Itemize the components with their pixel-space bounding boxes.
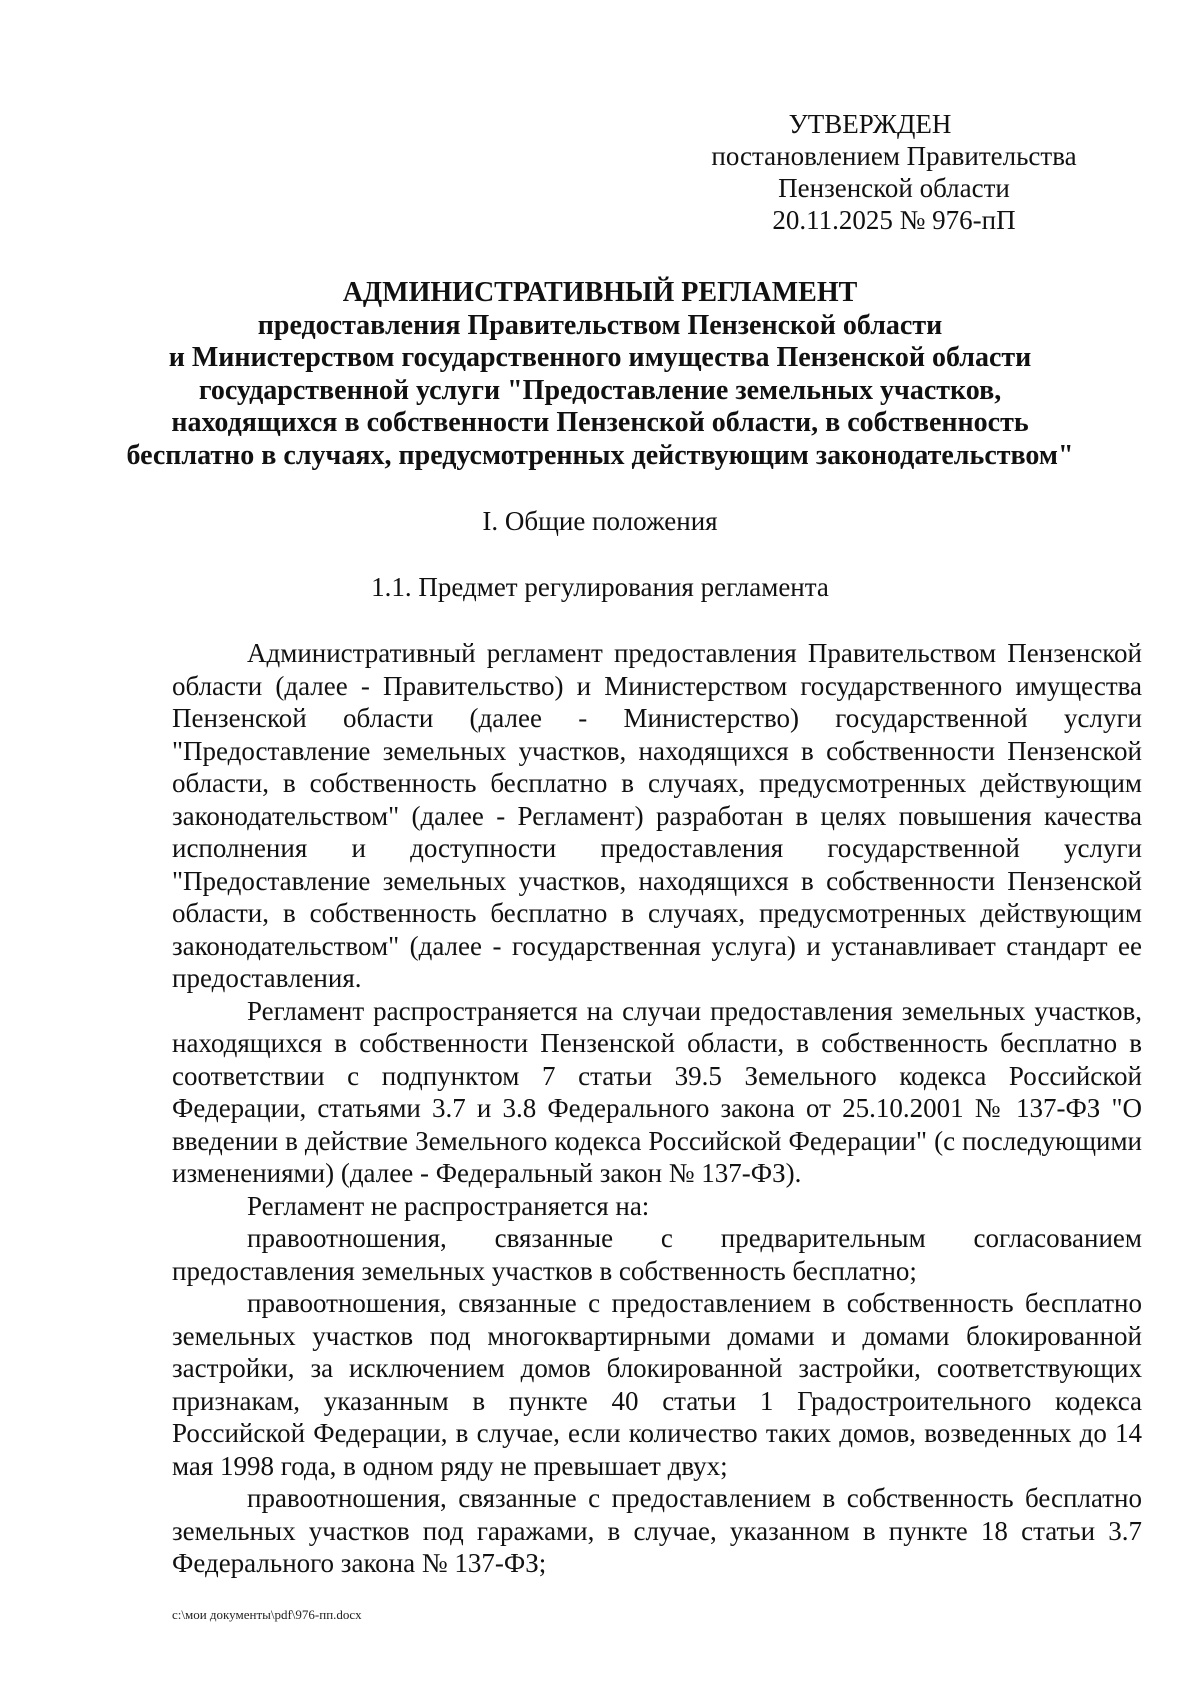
approval-heading: УТВЕРЖДЕН bbox=[788, 109, 952, 139]
subsection-heading-subject: 1.1. Предмет регулирования регламента bbox=[371, 572, 829, 602]
title-line: бесплатно в случаях, предусмотренных действующим законодательством" bbox=[126, 439, 1074, 471]
title-line: находящихся в собственности Пензенской области, в собственность bbox=[171, 407, 1029, 438]
list-item-paragraph: правоотношения, связанные с предоставлением в собственность бесплатно земельных участков под многоквартирными домами и домами блокированной застройки, за исключением домов блокированной застройки, соответствующих признакам, указанным в пункте 40 статьи 1 Градостроительного кодекса Российской Федерации, в случае, если количество таких домов, возведенных до 14 мая 1998 года, в одном ряду не превышает двух; bbox=[172, 1288, 1142, 1481]
title-line: государственной услуги "Предоставление земельных участков, bbox=[198, 374, 1002, 406]
approval-line-region: Пензенской области bbox=[778, 173, 1010, 203]
approval-stamp bbox=[640, 108, 1100, 236]
section-heading-general-provisions: I. Общие положения bbox=[482, 506, 718, 536]
document-body bbox=[172, 637, 1142, 1580]
body-paragraph: Административный регламент предоставления Правительством Пензенской области (далее - Правительство) и Министерством государственного имущества Пензенской области (далее - Министерство) государственной услуги "Предоставление земельных участков, находящихся в собственности Пензенской области, в собственность бесплатно в случаях, предусмотренных действующим законодательством" (далее - Регламент) разработан в целях повышения качества исполнения и доступности предоставления государственной услуги "Предоставление земельных участков, находящихся в собственности Пензенской области, в собственность бесплатно в случаях, предусмотренных действующим законодательством" (далее - государственная услуга) и устанавливает стандарт ее предоставления. bbox=[172, 638, 1142, 993]
list-item-paragraph: правоотношения, связанные с предварительным согласованием предоставления земельных участков в собственность бесплатно; bbox=[172, 1223, 1142, 1286]
approval-line-decree: постановлением Правительства bbox=[711, 141, 1077, 171]
body-paragraph: Регламент не распространяется на: bbox=[247, 1190, 650, 1221]
title-line: предоставления Правительством Пензенской области bbox=[257, 309, 943, 341]
document-title bbox=[80, 277, 1120, 472]
approval-line-date-number: 20.11.2025 № 976-пП bbox=[772, 205, 1016, 235]
list-item-paragraph: правоотношения, связанные с предоставлением в собственность бесплатно земельных участков под гаражами, в случае, указанном в пункте 18 статьи 3.7 Федерального закона № 137-ФЗ; bbox=[172, 1483, 1142, 1578]
footer-file-path: c:\мои документы\pdf\976-пп.docx bbox=[172, 1607, 362, 1622]
title-line: АДМИНИСТРАТИВНЫЙ РЕГЛАМЕНТ bbox=[342, 277, 858, 308]
title-line: и Министерством государственного имущества Пензенской области bbox=[168, 342, 1032, 373]
body-paragraph: Регламент распространяется на случаи предоставления земельных участков, находящихся в собственности Пензенской области, в собственность бесплатно в соответствии с подпунктом 7 статьи 39.5 Земельного кодекса Российской Федерации, статьями 3.7 и 3.8 Федерального закона от 25.10.2001 № 137-ФЗ "О введении в действие Земельного кодекса Российской Федерации" (с последующими изменениями) (далее - Федеральный закон № 137-ФЗ). bbox=[172, 995, 1142, 1188]
